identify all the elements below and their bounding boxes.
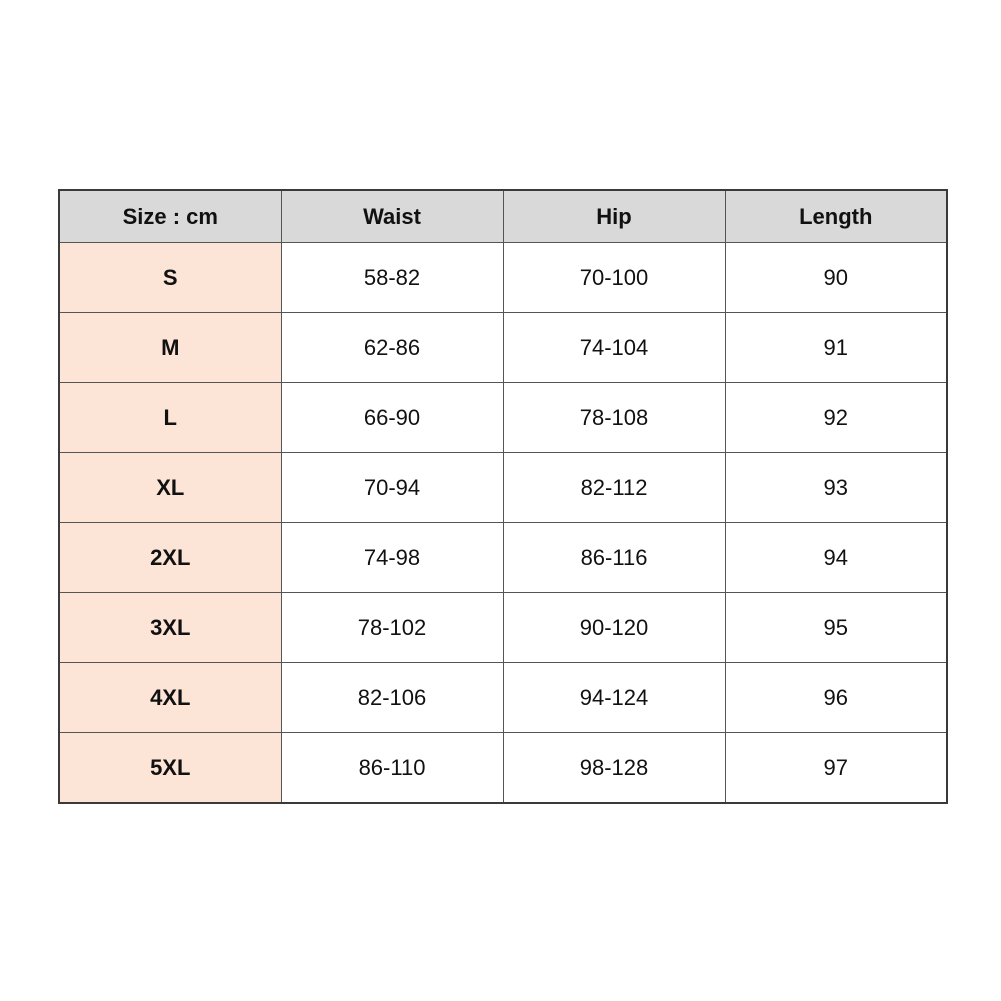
waist-cell: 74-98 [281, 523, 503, 593]
size-cell: 5XL [59, 733, 281, 804]
waist-cell: 82-106 [281, 663, 503, 733]
table-row [59, 313, 947, 383]
hip-cell: 94-124 [503, 663, 725, 733]
size-cell: S [59, 243, 281, 313]
waist-cell: 66-90 [281, 383, 503, 453]
length-cell: 95 [725, 593, 947, 663]
waist-cell: 86-110 [281, 733, 503, 804]
length-cell: 92 [725, 383, 947, 453]
waist-cell: 70-94 [281, 453, 503, 523]
hip-cell: 90-120 [503, 593, 725, 663]
hip-cell: 70-100 [503, 243, 725, 313]
size-cell: L [59, 383, 281, 453]
size-cell: 2XL [59, 523, 281, 593]
length-cell: 97 [725, 733, 947, 804]
length-cell: 94 [725, 523, 947, 593]
hip-cell: 78-108 [503, 383, 725, 453]
table-row [59, 663, 947, 733]
table-row [59, 453, 947, 523]
length-cell: 91 [725, 313, 947, 383]
header-row [59, 190, 947, 243]
hip-cell: 74-104 [503, 313, 725, 383]
hip-cell: 98-128 [503, 733, 725, 804]
size-cell: XL [59, 453, 281, 523]
length-cell: 96 [725, 663, 947, 733]
size-chart-table [58, 189, 948, 804]
length-cell: 90 [725, 243, 947, 313]
header-waist: Waist [281, 190, 503, 243]
length-cell: 93 [725, 453, 947, 523]
waist-cell: 58-82 [281, 243, 503, 313]
table-row [59, 243, 947, 313]
hip-cell: 82-112 [503, 453, 725, 523]
table-row [59, 593, 947, 663]
hip-cell: 86-116 [503, 523, 725, 593]
table-row [59, 733, 947, 804]
header-hip: Hip [503, 190, 725, 243]
header-size: Size : cm [59, 190, 281, 243]
waist-cell: 78-102 [281, 593, 503, 663]
header-length: Length [725, 190, 947, 243]
size-cell: 3XL [59, 593, 281, 663]
table-row [59, 523, 947, 593]
size-cell: M [59, 313, 281, 383]
size-cell: 4XL [59, 663, 281, 733]
table-row [59, 383, 947, 453]
waist-cell: 62-86 [281, 313, 503, 383]
